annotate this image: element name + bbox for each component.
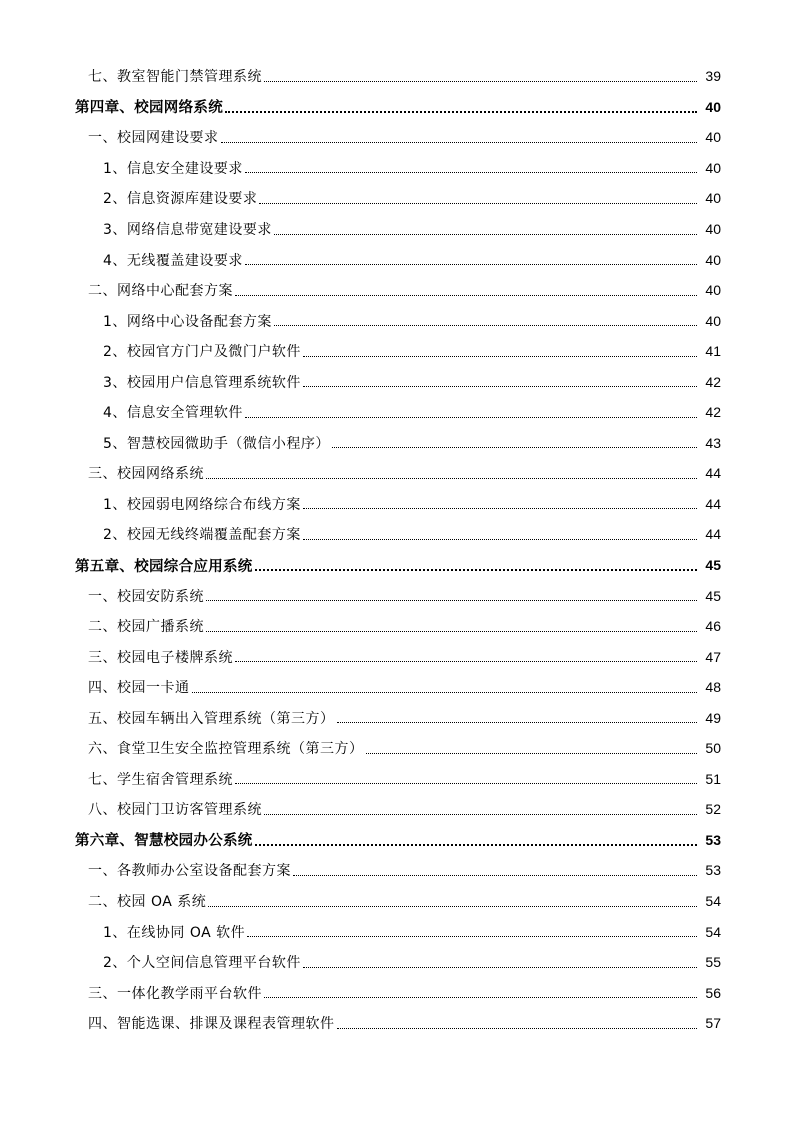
toc-section-entry[interactable] <box>0 886 793 917</box>
toc-entry-page-number: 57 <box>705 1015 721 1032</box>
toc-entry-page-number: 49 <box>705 709 721 726</box>
toc-entry-page-number: 56 <box>705 984 721 1001</box>
toc-entry-title: 1、信息安全建设要求 <box>103 160 243 177</box>
table-of-contents <box>0 61 793 1039</box>
toc-entry-title: 3、校园用户信息管理系统软件 <box>103 374 301 391</box>
dot-leader <box>235 295 697 296</box>
dot-leader <box>259 203 697 204</box>
toc-entry-page-number: 40 <box>705 98 721 115</box>
toc-section-entry[interactable] <box>0 458 793 489</box>
toc-section-entry[interactable] <box>0 122 793 153</box>
toc-subsection-entry[interactable] <box>0 397 793 428</box>
toc-entry-title: 八、校园门卫访客管理系统 <box>88 802 262 819</box>
toc-section-entry[interactable] <box>0 672 793 703</box>
dot-leader <box>225 111 697 113</box>
toc-entry-title: 四、校园一卡通 <box>88 680 190 697</box>
dot-leader <box>221 142 698 143</box>
toc-entry-title: 三、校园网络系统 <box>88 466 204 483</box>
dot-leader <box>332 447 697 448</box>
toc-entry-page-number: 55 <box>705 954 721 971</box>
dot-leader <box>303 386 697 387</box>
toc-entry-title: 2、校园无线终端覆盖配套方案 <box>103 527 301 544</box>
toc-subsection-entry[interactable] <box>0 489 793 520</box>
dot-leader <box>274 234 697 235</box>
dot-leader <box>206 478 697 479</box>
toc-section-entry[interactable] <box>0 794 793 825</box>
toc-entry-title: 第六章、智慧校园办公系统 <box>75 833 253 850</box>
toc-entry-title: 七、教室智能门禁管理系统 <box>88 69 262 86</box>
toc-entry-page-number: 54 <box>705 923 721 940</box>
toc-chapter-entry[interactable] <box>0 92 793 123</box>
toc-entry-title: 五、校园车辆出入管理系统（第三方） <box>88 710 335 727</box>
dot-leader <box>366 753 698 754</box>
toc-section-entry[interactable] <box>0 580 793 611</box>
toc-entry-title: 2、校园官方门户及微门户软件 <box>103 344 301 361</box>
toc-entry-title: 四、智能选课、排课及课程表管理软件 <box>88 1016 335 1033</box>
toc-entry-title: 3、网络信息带宽建设要求 <box>103 222 272 238</box>
toc-entry-title: 1、校园弱电网络综合布线方案 <box>103 496 301 513</box>
toc-subsection-entry[interactable] <box>0 947 793 978</box>
dot-leader <box>192 692 698 693</box>
dot-leader <box>255 844 697 846</box>
toc-subsection-entry[interactable] <box>0 244 793 275</box>
toc-section-entry[interactable] <box>0 702 793 733</box>
dot-leader <box>264 81 697 82</box>
toc-entry-page-number: 40 <box>705 129 721 146</box>
dot-leader <box>206 600 697 601</box>
toc-entry-title: 1、网络中心设备配套方案 <box>103 313 272 330</box>
dot-leader <box>303 508 697 509</box>
dot-leader <box>264 814 697 815</box>
toc-entry-page-number: 44 <box>705 526 721 543</box>
dot-leader <box>245 417 697 418</box>
dot-leader <box>337 1028 698 1029</box>
toc-entry-page-number: 41 <box>705 343 721 360</box>
toc-entry-title: 三、校园电子楼牌系统 <box>88 649 233 666</box>
toc-section-entry[interactable] <box>0 764 793 795</box>
toc-subsection-entry[interactable] <box>0 428 793 459</box>
toc-entry-page-number: 51 <box>705 770 721 787</box>
dot-leader <box>303 539 697 540</box>
toc-entry-title: 2、信息资源库建设要求 <box>103 191 258 208</box>
toc-section-entry[interactable] <box>0 733 793 764</box>
toc-entry-title: 三、一体化教学雨平台软件 <box>88 985 262 1002</box>
toc-entry-page-number: 40 <box>705 282 721 299</box>
toc-entry-page-number: 40 <box>705 251 721 268</box>
dot-leader <box>245 264 697 265</box>
toc-entry-title: 六、食堂卫生安全监控管理系统（第三方） <box>88 741 364 758</box>
toc-entry-page-number: 45 <box>705 587 721 604</box>
toc-section-entry[interactable] <box>0 61 793 92</box>
dot-leader <box>293 875 697 876</box>
toc-entry-title: 第四章、校园网络系统 <box>75 100 223 117</box>
toc-section-entry[interactable] <box>0 641 793 672</box>
dot-leader <box>274 325 697 326</box>
toc-section-entry[interactable] <box>0 977 793 1008</box>
toc-entry-page-number: 42 <box>705 404 721 421</box>
toc-entry-title: 二、校园 OA 系统 <box>88 894 207 911</box>
toc-entry-page-number: 53 <box>705 862 721 879</box>
toc-entry-title: 1、在线协同 OA 软件 <box>103 924 246 941</box>
toc-entry-title: 5、智慧校园微助手（微信小程序） <box>103 435 330 452</box>
toc-subsection-entry[interactable] <box>0 366 793 397</box>
toc-entry-page-number: 53 <box>705 831 721 848</box>
dot-leader <box>208 906 697 907</box>
dot-leader <box>337 722 698 723</box>
toc-entry-title: 4、无线覆盖建设要求 <box>103 252 243 269</box>
toc-entry-page-number: 50 <box>705 740 721 757</box>
toc-section-entry[interactable] <box>0 611 793 642</box>
toc-entry-page-number: 40 <box>705 159 721 176</box>
dot-leader <box>264 997 697 998</box>
toc-subsection-entry[interactable] <box>0 519 793 550</box>
dot-leader <box>255 569 697 571</box>
toc-entry-title: 七、学生宿舍管理系统 <box>88 771 233 788</box>
toc-section-entry[interactable] <box>0 855 793 886</box>
toc-chapter-entry[interactable] <box>0 825 793 856</box>
toc-section-entry[interactable] <box>0 275 793 306</box>
toc-entry-title: 第五章、校园综合应用系统 <box>75 558 253 575</box>
toc-entry-page-number: 45 <box>705 557 721 574</box>
toc-entry-page-number: 54 <box>705 893 721 910</box>
dot-leader <box>235 661 697 662</box>
dot-leader <box>245 172 697 173</box>
toc-entry-title: 4、信息安全管理软件 <box>103 405 243 422</box>
toc-entry-page-number: 43 <box>705 434 721 451</box>
toc-entry-page-number: 44 <box>705 495 721 512</box>
toc-entry-page-number: 39 <box>705 68 721 85</box>
toc-entry-page-number: 40 <box>705 190 721 207</box>
toc-subsection-entry[interactable] <box>0 183 793 214</box>
toc-entry-page-number: 46 <box>705 618 721 635</box>
toc-entry-title: 一、各教师办公室设备配套方案 <box>88 863 291 880</box>
toc-chapter-entry[interactable] <box>0 550 793 581</box>
dot-leader <box>247 936 697 937</box>
toc-subsection-entry[interactable] <box>0 916 793 947</box>
dot-leader <box>303 967 697 968</box>
toc-entry-page-number: 52 <box>705 801 721 818</box>
dot-leader <box>206 631 697 632</box>
toc-entry-page-number: 42 <box>705 373 721 390</box>
toc-entry-page-number: 44 <box>705 465 721 482</box>
toc-entry-title: 二、网络中心配套方案 <box>88 283 233 300</box>
toc-entry-title: 一、校园网建设要求 <box>88 130 219 147</box>
dot-leader <box>235 783 697 784</box>
toc-entry-page-number: 40 <box>705 221 721 237</box>
toc-section-entry[interactable] <box>0 1008 793 1039</box>
dot-leader <box>303 356 697 357</box>
toc-entry-page-number: 48 <box>705 679 721 696</box>
toc-subsection-entry[interactable] <box>0 153 793 184</box>
toc-subsection-entry[interactable] <box>0 214 793 245</box>
toc-entry-page-number: 47 <box>705 648 721 665</box>
toc-subsection-entry[interactable] <box>0 336 793 367</box>
toc-entry-title: 2、个人空间信息管理平台软件 <box>103 955 301 972</box>
toc-entry-page-number: 40 <box>705 312 721 329</box>
toc-entry-title: 二、校园广播系统 <box>88 619 204 636</box>
toc-entry-title: 一、校园安防系统 <box>88 588 204 605</box>
toc-subsection-entry[interactable] <box>0 305 793 336</box>
